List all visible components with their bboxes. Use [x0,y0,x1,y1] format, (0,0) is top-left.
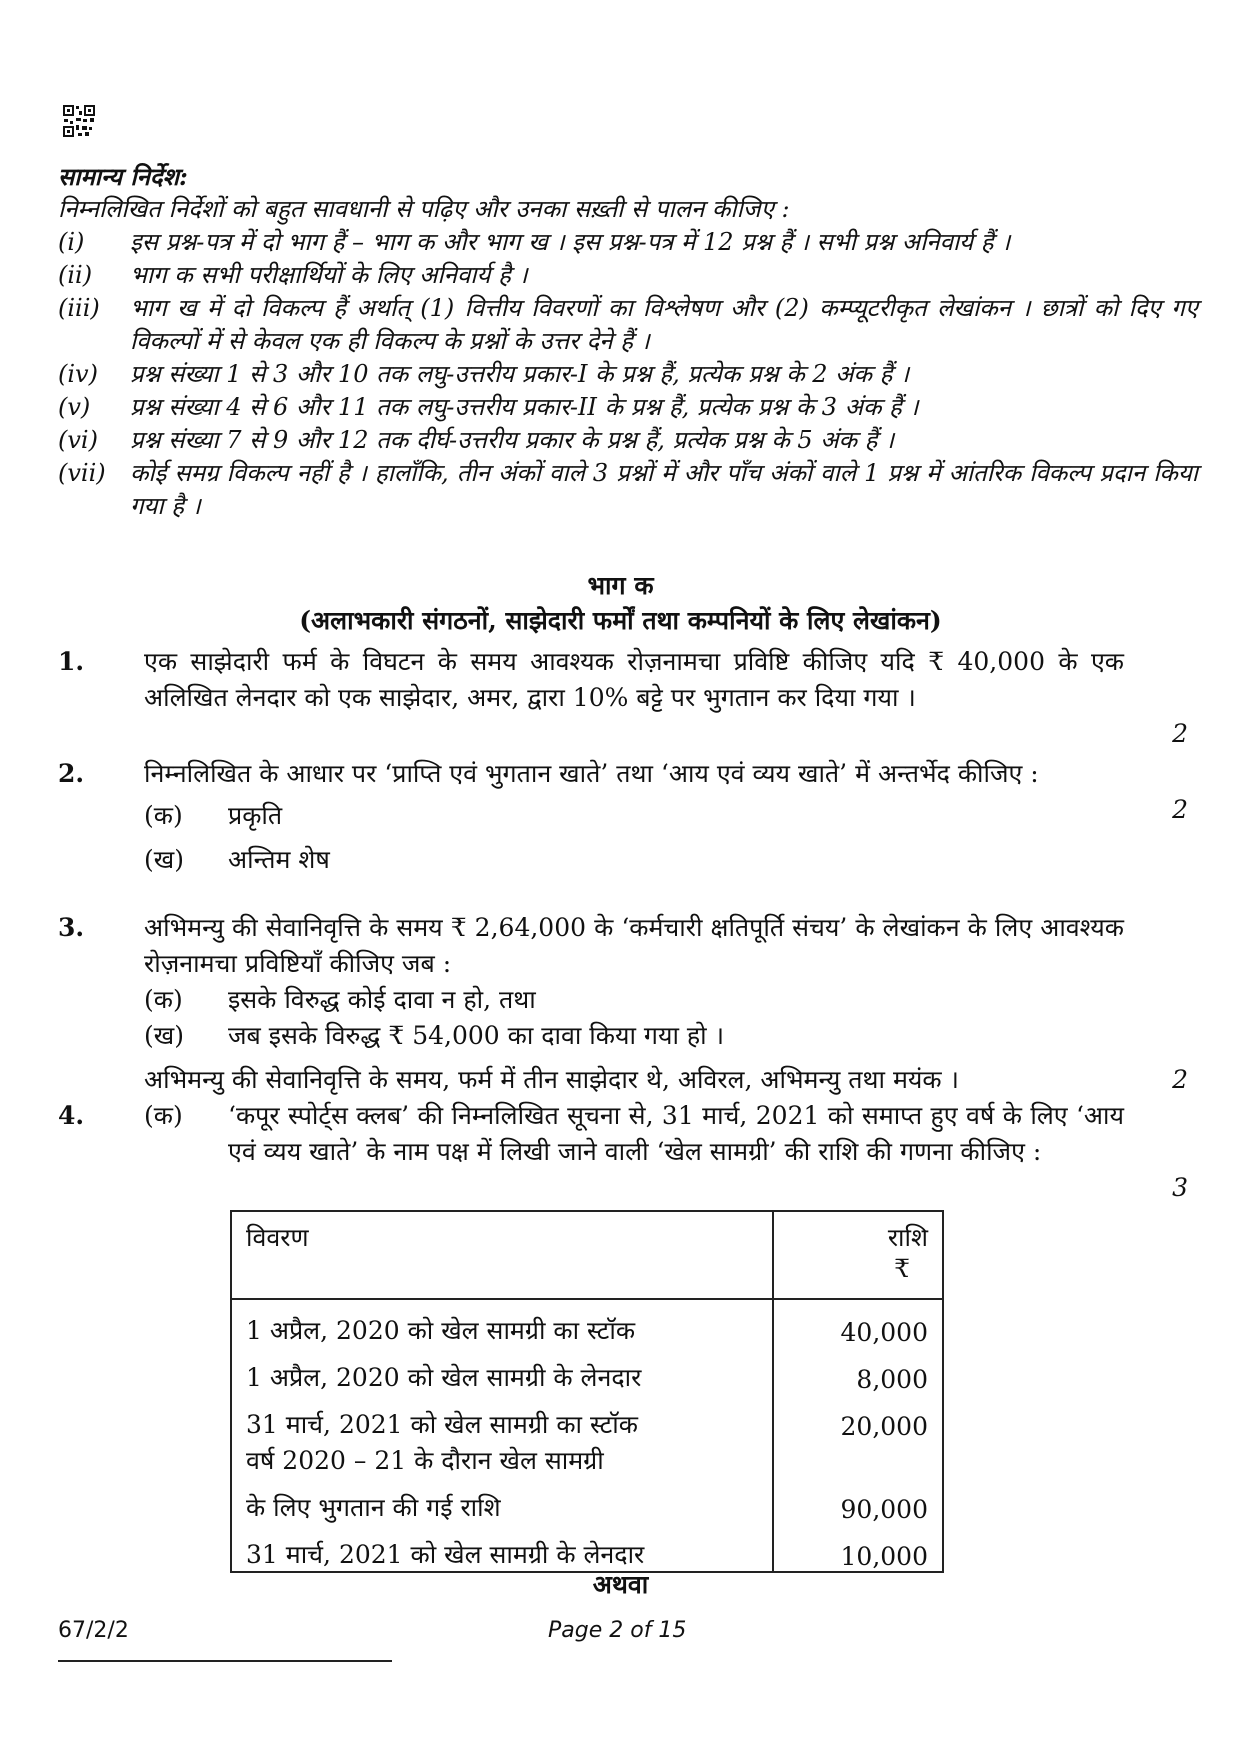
table-row: के लिए भुगतान की गई राशि 90,000 [231,1477,943,1524]
question-3 [58,910,1188,1098]
sub-part: (ख) अन्तिम शेष [144,845,330,874]
table-header-row [231,1211,943,1299]
question-number: 3. [58,913,85,942]
part-a-subtitle: (अलाभकारी संगठनों, साझेदारी फर्मों तथा कम्पनियों के लिए लेखांकन) [299,606,942,635]
sports-material-table [230,1210,944,1573]
question-marks: 2 [1172,795,1188,824]
table-header-amount: राशि ₹ [773,1211,943,1299]
table-row: 31 मार्च, 2021 को खेल सामग्री के लेनदार 10,000 [231,1524,943,1572]
question-number: 2. [58,759,85,788]
instruction-item: (iv) प्रश्न संख्या 1 से 3 और 10 तक लघु-उत्तरीय प्रकार-I के प्रश्न हैं, प्रत्येक प्रश्न के 2 अंक हैं । [58,360,910,388]
question-text: अभिमन्यु की सेवानिवृत्ति के समय ₹ 2,64,000 के ‘कर्मचारी क्षतिपूर्ति संचय’ के लेखांकन के लिए आवश्यक रोज़नामचा प्रविष्टियाँ कीजिए जब : [144,913,1124,978]
question-number: 1. [58,647,85,676]
instruction-item: (iii) भाग ख में दो विकल्प हैं अर्थात् (1) वित्तीय विवरणों का विश्लेषण और (2) कम्प्यूटरीकृत लेखांकन । छात्रों को दिए गए विकल्पों में से केवल एक ही विकल्प के प्रश्नों के उत्तर देने हैं । [58,294,1198,355]
question-number: 4. [58,1101,85,1130]
table-row: 1 अप्रैल, 2020 को खेल सामग्री के लेनदार 8,000 [231,1347,943,1394]
qr-code-icon [62,104,96,138]
question-1 [58,644,1188,748]
table-row: 31 मार्च, 2021 को खेल सामग्री का स्टॉक 20,000 [231,1394,943,1441]
sub-part: (ख) जब इसके विरुद्ध ₹ 54,000 का दावा किया गया हो । [144,1021,725,1050]
question-4 [58,1098,1188,1202]
question-text: एक साझेदारी फर्म के विघटन के समय आवश्यक रोज़नामचा प्रविष्टि कीजिए यदि ₹ 40,000 के एक अलिखित लेनदार को एक साझेदार, अमर, द्वारा 10% बट्टे पर भुगतान कर दिया गया । [144,647,1124,712]
question-2 [58,756,1188,878]
part-a-title: भाग क [587,571,654,600]
question-text: निम्नलिखित के आधार पर ‘प्राप्ति एवं भुगतान खाते’ तथा ‘आय एवं व्यय खाते’ में अन्तर्भेद कीजिए : [144,759,1039,788]
table-header-particulars: विवरण [231,1211,773,1299]
sub-part: (क) प्रकृति [144,801,283,830]
table-row: 1 अप्रैल, 2020 को खेल सामग्री का स्टॉक 40,000 [231,1299,943,1347]
question-marks: 3 [1172,1173,1188,1202]
instructions-heading: सामान्य निर्देश: [58,162,188,191]
sub-part-label: (क) [144,1101,183,1130]
instructions-intro: निम्नलिखित निर्देशों को बहुत सावधानी से पढ़िए और उनका सख़्ती से पालन कीजिए : [58,195,790,223]
instruction-item: (vi) प्रश्न संख्या 7 से 9 और 12 तक दीर्घ-उत्तरीय प्रकार के प्रश्न हैं, प्रत्येक प्रश्न के 5 अंक हैं । [58,426,895,454]
footer-rule [58,1660,392,1662]
question-note: अभिमन्यु की सेवानिवृत्ति के समय, फर्म में तीन साझेदार थे, अविरल, अभिमन्यु तथा मयंक । [144,1065,960,1094]
question-marks: 2 [1172,1065,1188,1094]
general-instructions [58,160,1198,523]
or-separator: अथवा [592,1570,649,1599]
question-text: ‘कपूर स्पोर्ट्स क्लब’ की निम्नलिखित सूचना से, 31 मार्च, 2021 को समाप्त हुए वर्ष के लिए ‘आय एवं व्यय खाते’ के नाम पक्ष में लिखी जाने वाली ‘खेल सामग्री’ की राशि की गणना कीजिए : [228,1101,1124,1166]
paper-code: 67/2/2 [58,1618,129,1643]
instruction-item: (v) प्रश्न संख्या 4 से 6 और 11 तक लघु-उत्तरीय प्रकार-II के प्रश्न हैं, प्रत्येक प्रश्न के 3 अंक हैं । [58,393,919,421]
instruction-item: (vii) कोई समग्र विकल्प नहीं है । हालाँकि, तीन अंकों वाले 3 प्रश्नों में और पाँच अंकों वाले 1 प्रश्न में आंतरिक विकल्प प्रदान किया गया है । [58,459,1198,520]
sub-part: (क) इसके विरुद्ध कोई दावा न हो, तथा [144,985,536,1014]
page-number: Page 2 of 15 [548,1618,687,1643]
table-row: वर्ष 2020 – 21 के दौरान खेल सामग्री [231,1441,943,1477]
instruction-item: (ii) भाग क सभी परीक्षार्थियों के लिए अनिवार्य है । [58,261,528,289]
instruction-item: (i) इस प्रश्न-पत्र में दो भाग हैं – भाग क और भाग ख । इस प्रश्न-पत्र में 12 प्रश्न हैं । सभी प्रश्न अनिवार्य हैं । [58,228,1011,256]
question-marks: 2 [1172,719,1188,748]
